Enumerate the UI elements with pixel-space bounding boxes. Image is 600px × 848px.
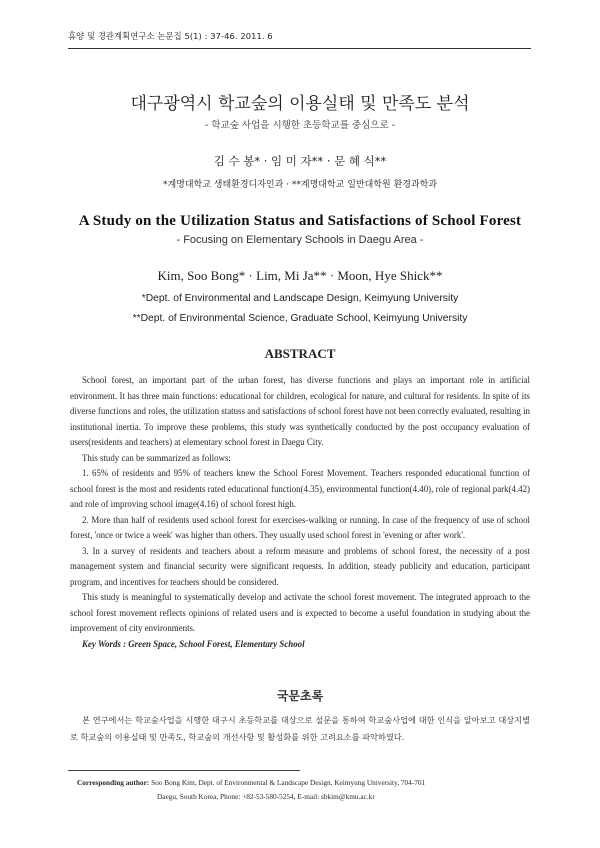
korean-authors: 김 수 봉* · 임 미 자** · 문 혜 식** [213,154,387,168]
abstract-paragraph: 2. More than half of residents used school forest for exercises-walking or running. In case of the frequency of use of school forest, 'once or twice a week' was higher than others. They usually used school forest in 'evening or after work'. [70,514,530,540]
journal-header: 휴양 및 경관계획연구소 논문집 5(1) : 37-46. 2011. 6 [68,31,273,41]
abstract-heading: ABSTRACT [264,346,336,361]
english-authors: Kim, Soo Bong* · Lim, Mi Ja** · Moon, Hye Shick** [157,268,443,283]
korean-abstract-body [70,712,530,746]
keywords: Key Words : Green Space, School Forest, Elementary School [82,638,305,649]
footnote [77,776,547,804]
footnote-rule [68,770,300,771]
korean-subtitle: - 학교숲 사업을 시행한 초등학교를 중심으로 - [204,120,396,131]
korean-abstract-heading: 국문초록 [276,689,324,703]
header-rule [68,48,531,49]
abstract-paragraph: School forest, an important part of the urban forest, has diverse functions and plays an important role in artificial environment. It has three main functions: educational for children, ecological for nature, and cultural for residents. In spite of its diverse functions and roles, the utilization statuss and satisfactions of school forest have not been correctly evaluated, resulting in institutional inertia. To improve these problems, this study was synthetically conducted by the post occupancy evaluation of users(residents and teachers) at elementary school forest in Daegu City. [70,375,530,447]
english-subtitle: - Focusing on Elementary Schools in Daegu Area - [176,234,424,246]
abstract-paragraph: 3. In a survey of residents and teachers about a reform measure and problems of school forest, the necessity of a post management system and financial security were significant requests. In addition, steady publicity and education, participant program, and incentives for teachers should be considered. [70,545,530,587]
english-affiliation-2: **Dept. of Environmental Science, Graduate School, Keimyung University [132,313,468,324]
footnote-line-2: Daegu, South Korea, Phone: +82-53-580-5254, E-mail: sbkim@kmu.ac.kr [157,792,375,801]
abstract-paragraph: 1. 65% of residents and 95% of teachers knew the School Forest Movement. Teachers responded educational function of school forest is the most and residents rated educational function(4.35), environmental function(4.40), role of regional park(4.42) and role of improving school image(4.16) of school forest high. [70,468,530,509]
korean-title: 대구광역시 학교숲의 이용실태 및 만족도 분석 [130,94,470,114]
abstract-paragraph: This study can be summarized as follows: [82,452,231,463]
abstract-body [70,373,530,652]
abstract-paragraph: This study is meaningful to systematically develop and activate the school forest movement. The integrated approach to the school forest movement reflects opinions of related users and is expected to become a useful foundation in studying about the improvement of city environments. [70,592,530,633]
korean-affiliation: *계명대학교 생태환경디자인과 · **계명대학교 일반대학원 환경과학과 [162,180,438,190]
english-title: A Study on the Utilization Status and Satisfactions of School Forest [78,213,522,229]
english-affiliation-1: *Dept. of Environmental and Landscape Design, Keimyung University [141,293,459,304]
footnote-label: Corresponding author: [77,778,150,787]
korean-abstract-text: 본 연구에서는 학교숲사업을 시행한 대구시 초등학교를 대상으로 설문을 통하여 학교숲사업에 대한 인식을 알아보고 대상지별로 학교숲의 이용실태 및 만족도, 학교숲의 개선사항 및 활성화를 위한 고려요소를 파악하였다. [70,715,530,742]
footnote-line-1: Soo Bong Kim, Dept. of Environmental & Landscape Design, Keimyung University, 704-701 [149,778,426,787]
